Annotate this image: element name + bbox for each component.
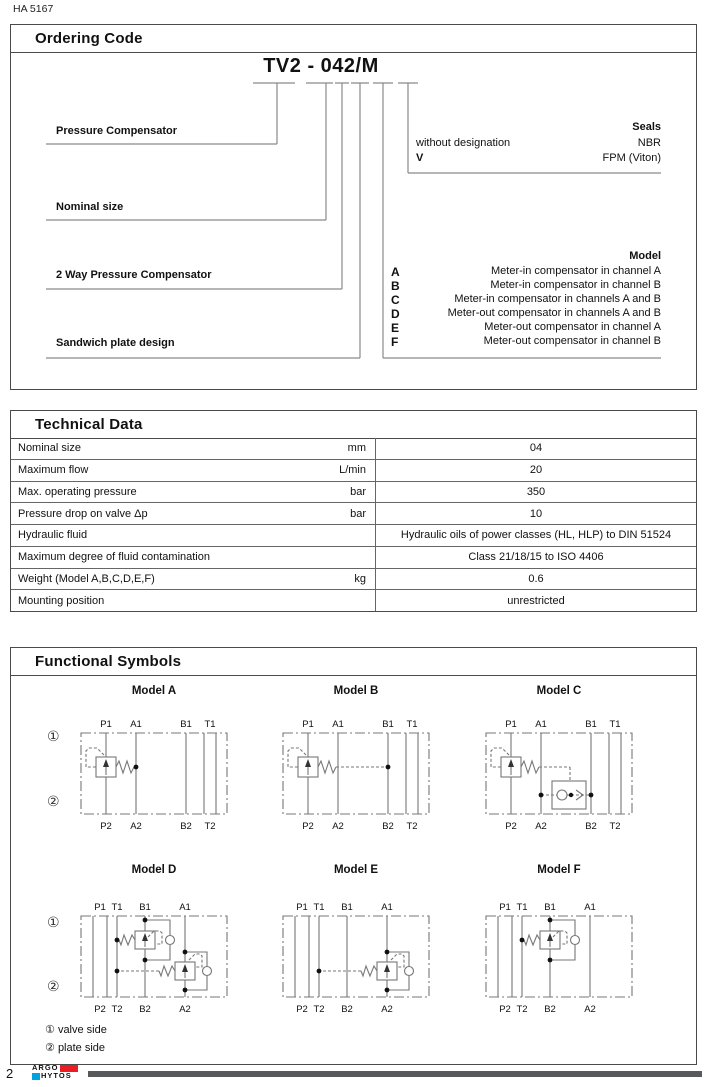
seals-row-key: without designation: [416, 137, 511, 149]
seals-row-key: V: [416, 152, 424, 164]
model-row-key: E: [391, 321, 400, 335]
circled-1-valve-side-row2: ①: [47, 914, 60, 930]
model-a-diagram: [59, 717, 249, 833]
model-row-value: Meter-out compensator in channels A and B: [447, 307, 661, 319]
seals-row-value: NBR: [637, 137, 661, 149]
page-number: 2: [6, 1066, 14, 1081]
table-row: [11, 525, 696, 547]
argo-hytos-logo: [32, 1064, 78, 1080]
svg-text:B1: B1: [585, 719, 597, 730]
svg-text:T2: T2: [111, 1004, 123, 1015]
svg-text:B1: B1: [382, 719, 394, 730]
model-row-value: Meter-in compensator in channel B: [490, 279, 661, 291]
row-value: Hydraulic oils of power classes (HL, HLP) to DIN 51524: [400, 529, 672, 542]
svg-text:B2: B2: [341, 1004, 353, 1015]
model-b-title: Model B: [333, 685, 379, 697]
svg-text:P2: P2: [94, 1004, 106, 1015]
model-c-diagram: [464, 717, 654, 833]
svg-text:A2: A2: [584, 1004, 596, 1015]
svg-text:P1: P1: [94, 902, 106, 913]
svg-text:A1: A1: [179, 902, 191, 913]
svg-text:T2: T2: [609, 821, 621, 832]
svg-text:B1: B1: [544, 902, 556, 913]
model-row: [391, 321, 661, 335]
svg-text:A1: A1: [584, 902, 596, 913]
row-label: Max. operating pressure: [18, 485, 137, 498]
table-row: [11, 482, 696, 504]
row-unit: bar: [350, 485, 366, 498]
model-row-value: Meter-in compensator in channel A: [491, 265, 661, 277]
circled-2-plate-side-row1: ②: [47, 793, 60, 809]
table-row: [11, 569, 696, 591]
circled-1-icon: ①: [45, 1024, 55, 1036]
svg-text:B2: B2: [585, 821, 597, 832]
table-row: [11, 547, 696, 569]
label-nominal-size: Nominal size: [56, 201, 124, 213]
model-d-title: Model D: [131, 864, 177, 876]
model-row: [391, 307, 661, 321]
seals-row-value: FPM (Viton): [602, 152, 661, 164]
label-pressure-compensator: Pressure Compensator: [56, 125, 178, 137]
circled-2-icon: ②: [45, 1042, 55, 1054]
svg-text:T1: T1: [609, 719, 621, 730]
row-value: unrestricted: [507, 594, 565, 607]
row-label: Maximum flow: [18, 464, 89, 477]
model-row-key: C: [391, 293, 400, 307]
row-label: Hydraulic fluid: [18, 529, 88, 542]
svg-text:B1: B1: [180, 719, 192, 730]
row-label: Nominal size: [18, 442, 81, 455]
svg-text:A1: A1: [535, 719, 547, 730]
row-value: 350: [526, 485, 546, 498]
ordering-code-string: TV2 - 042/M: [263, 55, 379, 77]
row-value: 10: [529, 507, 543, 520]
svg-text:A2: A2: [332, 821, 344, 832]
logo-text-hytos: HYTOS: [41, 1071, 72, 1080]
svg-text:T1: T1: [111, 902, 123, 913]
model-row: [391, 279, 661, 293]
logo-text-argo: ARGO: [32, 1063, 59, 1072]
svg-text:T2: T2: [204, 821, 216, 832]
svg-text:B2: B2: [139, 1004, 151, 1015]
technical-data-title: Technical Data: [11, 411, 696, 439]
svg-text:A1: A1: [332, 719, 344, 730]
svg-text:P2: P2: [296, 1004, 308, 1015]
seals-header: Seals: [632, 121, 661, 133]
logo-blue-rect: [32, 1073, 40, 1080]
svg-text:B2: B2: [382, 821, 394, 832]
svg-text:A1: A1: [130, 719, 142, 730]
model-row-key: A: [391, 265, 400, 279]
svg-text:P1: P1: [505, 719, 517, 730]
svg-text:T2: T2: [406, 821, 418, 832]
row-unit: kg: [354, 572, 366, 585]
label-2way-pressure-compensator: 2 Way Pressure Compensator: [56, 269, 212, 281]
row-value: 20: [529, 464, 543, 477]
svg-text:P2: P2: [302, 821, 314, 832]
svg-text:A2: A2: [535, 821, 547, 832]
model-b-diagram: [261, 717, 451, 833]
svg-text:T1: T1: [313, 902, 325, 913]
svg-text:T2: T2: [516, 1004, 528, 1015]
row-label: Pressure drop on valve Δp: [18, 507, 148, 520]
svg-text:A1: A1: [381, 902, 393, 913]
svg-text:T1: T1: [516, 902, 528, 913]
svg-text:P1: P1: [100, 719, 112, 730]
circled-1-valve-side-row1: ①: [47, 728, 60, 744]
row-unit: bar: [350, 507, 366, 520]
model-row-value: Meter-out compensator in channel A: [484, 321, 661, 333]
model-row-value: Meter-in compensator in channels A and B: [454, 293, 661, 305]
table-row: [11, 438, 696, 460]
model-row-value: Meter-out compensator in channel B: [483, 335, 661, 347]
functional-symbols-section: [10, 647, 697, 1065]
model-a-title: Model A: [131, 685, 177, 697]
row-value: 04: [529, 442, 543, 455]
model-row: [391, 335, 661, 349]
model-d-diagram: [59, 900, 249, 1016]
svg-text:B1: B1: [139, 902, 151, 913]
model-e-diagram: [261, 900, 451, 1016]
svg-text:A2: A2: [381, 1004, 393, 1015]
technical-data-section: [10, 410, 697, 612]
model-f-diagram: [464, 900, 654, 1016]
model-row: [391, 265, 661, 279]
svg-text:P1: P1: [302, 719, 314, 730]
seals-row: [416, 152, 661, 164]
ordering-code-section: [10, 24, 697, 390]
model-c-title: Model C: [536, 685, 582, 697]
svg-text:P2: P2: [499, 1004, 511, 1015]
row-label: Mounting position: [18, 594, 105, 607]
model-row-key: D: [391, 307, 400, 321]
svg-text:B2: B2: [544, 1004, 556, 1015]
svg-text:P1: P1: [296, 902, 308, 913]
svg-text:P1: P1: [499, 902, 511, 913]
svg-text:T1: T1: [406, 719, 418, 730]
legend-plate-side: ② plate side: [45, 1042, 106, 1054]
svg-text:B1: B1: [341, 902, 353, 913]
svg-text:T1: T1: [204, 719, 216, 730]
svg-text:P2: P2: [100, 821, 112, 832]
technical-data-table: [11, 438, 696, 611]
model-e-title: Model E: [333, 864, 379, 876]
svg-text:B2: B2: [180, 821, 192, 832]
model-row-key: F: [391, 335, 399, 349]
row-value: Class 21/18/15 to ISO 4406: [468, 551, 604, 564]
row-label: Weight (Model A,B,C,D,E,F): [18, 572, 155, 585]
table-row: [11, 503, 696, 525]
footer-bar: [88, 1071, 702, 1077]
table-row: [11, 590, 696, 611]
document-code: HA 5167: [13, 3, 54, 15]
circled-2-plate-side-row2: ②: [47, 978, 60, 994]
functional-symbols-title: Functional Symbols: [11, 648, 696, 676]
svg-text:A2: A2: [130, 821, 142, 832]
model-f-title: Model F: [537, 864, 581, 876]
svg-text:T2: T2: [313, 1004, 325, 1015]
model-header: Model: [629, 250, 661, 262]
seals-row: [416, 137, 661, 149]
label-sandwich-plate-design: Sandwich plate design: [56, 337, 175, 349]
row-label: Maximum degree of fluid contamination: [18, 551, 210, 564]
row-unit: mm: [347, 442, 366, 455]
legend-valve-side: ① valve side: [45, 1024, 107, 1036]
ordering-code-title: Ordering Code: [11, 25, 696, 53]
model-row: [391, 293, 661, 307]
model-row-key: B: [391, 279, 400, 293]
svg-text:P2: P2: [505, 821, 517, 832]
table-row: [11, 460, 696, 482]
svg-text:A2: A2: [179, 1004, 191, 1015]
row-unit: L/min: [339, 464, 366, 477]
row-value: 0.6: [528, 572, 544, 585]
